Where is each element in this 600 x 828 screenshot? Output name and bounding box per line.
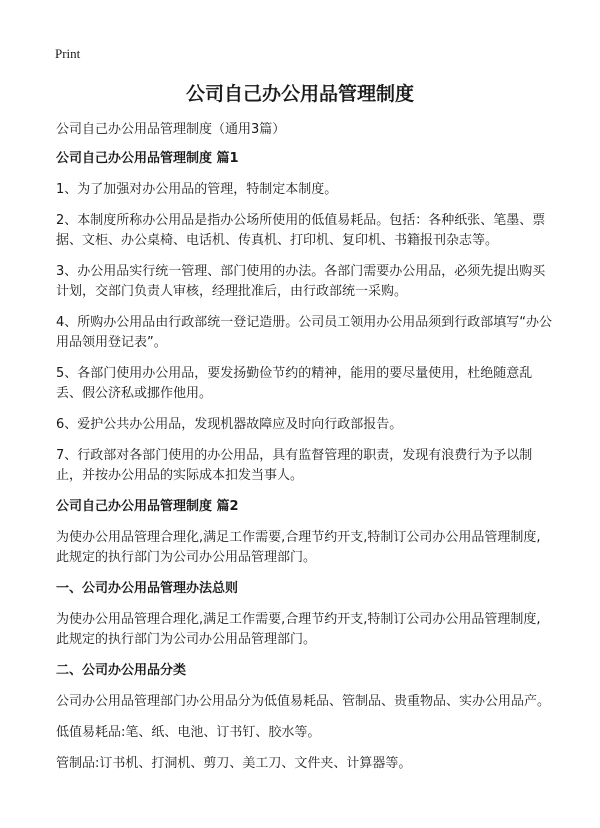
subsection-2-text: 公司办公用品管理部门办公用品分为低值易耗品、管制品、贵重物品、实办公用品产。: [56, 694, 551, 709]
section-1-item-4: 4、所购办公用品由行政部统一登记造册。公司员工领用办公用品须到行政部填写“办公用品领用登记表”。: [56, 315, 553, 350]
document-subtitle: 公司自己办公用品管理制度（通用3篇）: [56, 122, 286, 137]
section-1-item-6: 6、爱护公共办公用品，发现机器故障应及时向行政部报告。: [56, 417, 403, 432]
section-2-intro: 为使办公用品管理合理化,满足工作需要,合理节约开支,特制订公司办公用品管理制度,此规定的执行部门为公司办公用品管理部门。: [56, 530, 541, 565]
subsection-2-heading: 二、公司办公用品分类: [56, 663, 187, 678]
section-1-item-3: 3、办公用品实行统一管理、部门使用的办法。各部门需要办公用品，必须先提出购买计划，交部门负责人审核，经理批准后，由行政部统一采购。: [56, 264, 546, 299]
section-1-item-2: 2、本制度所称办公用品是指办公场所使用的低值易耗品。包括：各种纸张、笔墨、票据、文柜、办公桌椅、电话机、传真机、打印机、复印机、书籍报刊杂志等。: [56, 213, 546, 248]
section-1-item-1: 1、为了加强对办公用品的管理，特制定本制度。: [56, 182, 338, 197]
section-1-heading: 公司自己办公用品管理制度 篇1: [56, 151, 239, 166]
subsection-1-heading: 一、公司办公用品管理办法总则: [56, 581, 239, 596]
controlled-items: 管制品:订书机、打洞机、剪刀、美工刀、文件夹、计算器等。: [56, 756, 412, 771]
subsection-1-text: 为使办公用品管理合理化,满足工作需要,合理节约开支,特制订公司办公用品管理制度,此规定的执行部门为公司办公用品管理部门。: [56, 612, 541, 647]
section-1-item-7: 7、行政部对各部门使用的办公用品，具有监督管理的职责，发现有浪费行为予以制止，并按办公用品的实际成本扣发当事人。: [56, 448, 533, 483]
section-2-heading: 公司自己办公用品管理制度 篇2: [56, 499, 239, 514]
print-label: Print: [55, 46, 81, 61]
section-1-item-5: 5、各部门使用办公用品，要发扬勤俭节约的精神，能用的要尽量使用，杜绝随意乱丢、假公济私或挪作他用。: [56, 366, 533, 401]
document-body: [56, 120, 552, 785]
low-value-items: 低值易耗品:笔、纸、电池、订书钉、胶水等。: [56, 725, 321, 740]
document-title: 公司自己办公用品管理制度: [185, 83, 414, 105]
